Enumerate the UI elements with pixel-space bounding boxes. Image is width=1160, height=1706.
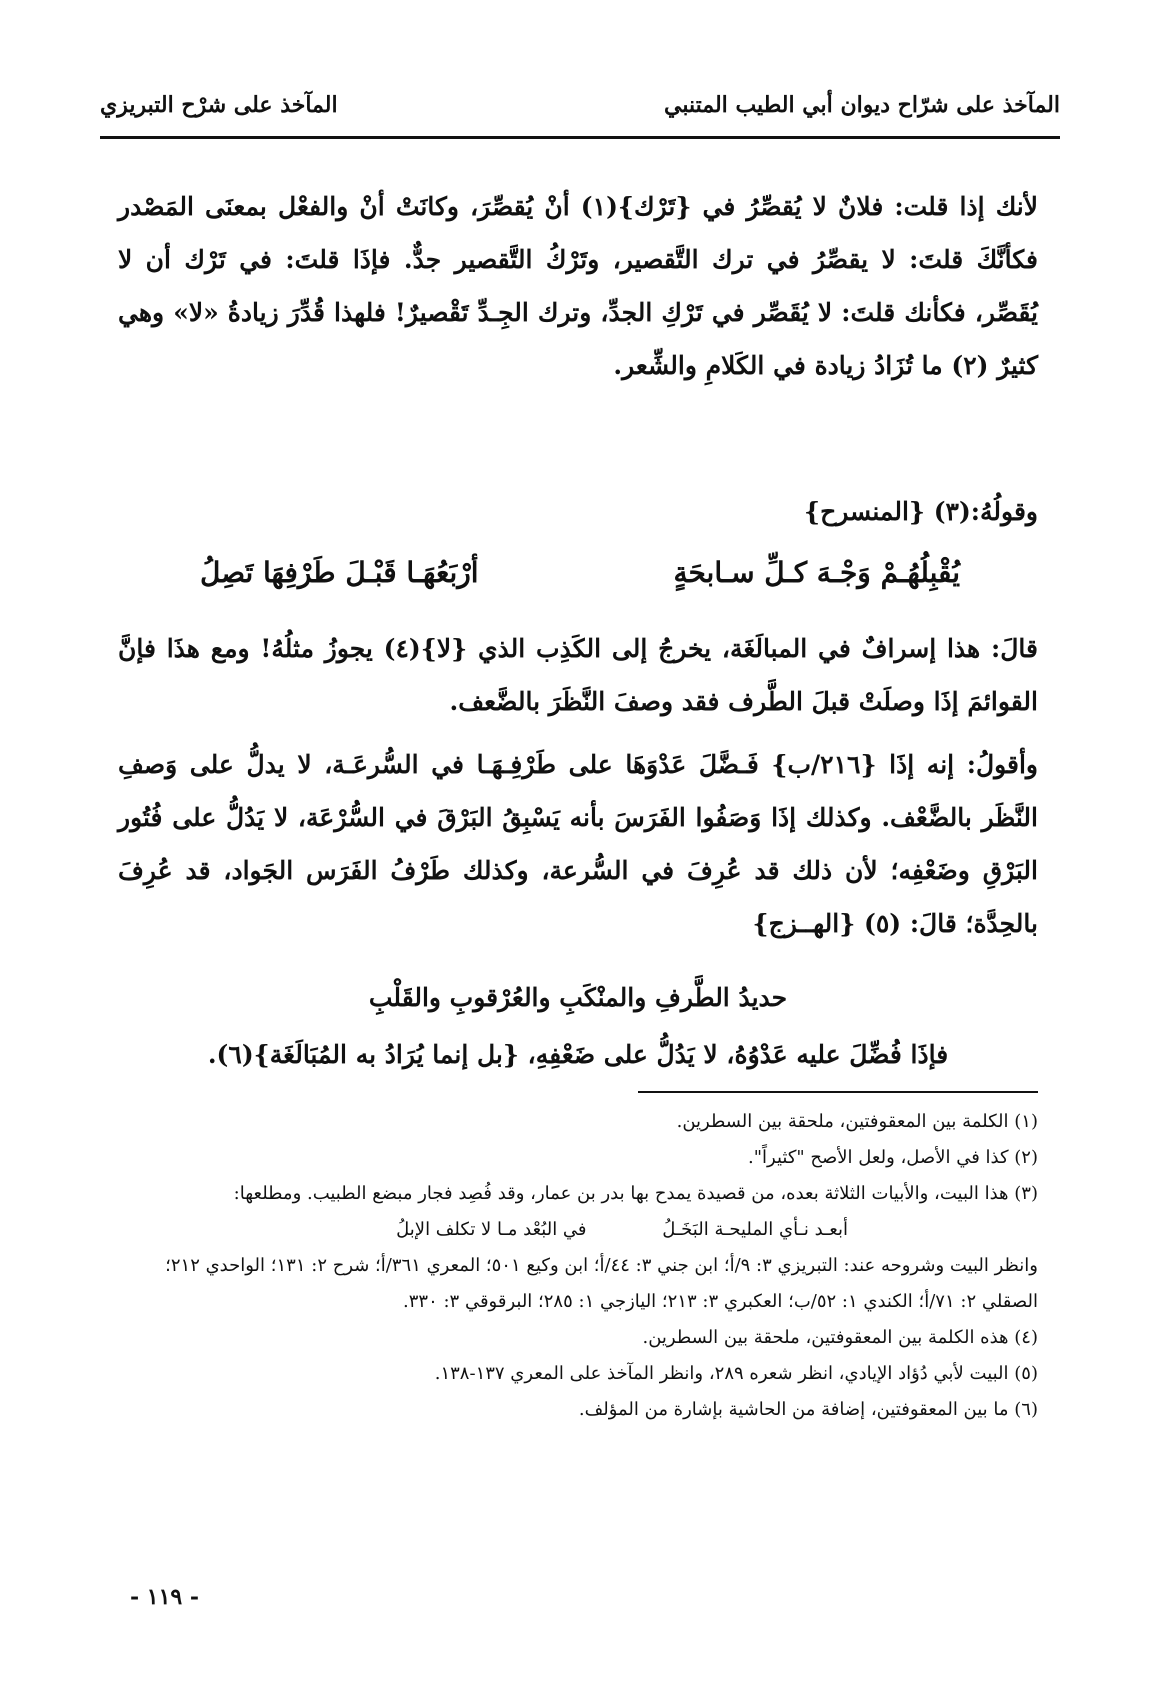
poem-intro: وقولُهُ:(٣) {المنسرح} (804, 497, 1038, 526)
verse-hemistich-2: أرْبَعُهَـا قَبْـلَ طَرْفِهَا تَصِلُ (200, 556, 479, 589)
closing-line: فإذَا فُضِّلَ عليه عَدْوُهُ، لا يَدُلُّ على ضَعْفِهِ، {بل إنما يُرَادُ به المُبَالَغَة}(٦). (207, 1040, 949, 1069)
footnotes (118, 1104, 1038, 1428)
header-rule (100, 136, 1060, 139)
poem-verse (200, 556, 960, 608)
book-title: المآخذ على شرّاح ديوان أبي الطيب المتنبي (664, 92, 1060, 118)
footnote-2: (٢) كذا في الأصل، ولعل الأصح "كثيراً". (748, 1147, 1038, 1168)
qal-paragraph: قالَ: هذا إسرافٌ في المبالَغَة، يخرجُ إلى الكَذِب الذي {لا}(٤) يجوزُ مثلُهُ! ومع هذَا فإنَّ القوائمَ إذَا وصلَتْ قبلَ الطَّرف فقد وصفَ النَّظَرَ بالضَّعف. (118, 634, 1039, 716)
aqul-paragraph: وأقولُ: إنه إذَا {٢١٦/ب} فَـضَّلَ عَدْوَهَا على طَرْفِـهَـا في السُّرعَـة، لا يدلُّ على وَصفِ النَّظَر بالضَّعْف. وكذلك إذَا وَصَفُوا الفَرَسَ بأنه يَسْبِقُ البَرْقَ في السُّرْعَة، لا يَدُلُّ على فُتُور البَرْقِ وضَعْفِه؛ لأن ذلك قد عُرِفَ في السُّرعة، وكذلك طَرْفُ الفَرَس الجَواد، قد عُرِفَ بالحِدَّة؛ قالَ: (٥) {الهــزج} (118, 750, 1038, 938)
footnote-3-sources: وانظر البيت وشروحه عند: التبريزي ٣: ٩/أ؛ ابن جني ٣: ٤٤/أ؛ ابن وكيع ٥٠١؛ المعري ٣٦١/أ؛ شرح ٢: ١٣١؛ الواحدي ٢١٢؛ الصقلي ٢: ٧١/أ؛ الكندي ١: ٥٢/ب؛ العكبري ٣: ٢١٣؛ اليازجي ١: ٢٨٥؛ البرقوقي ٣: ٣٣٠. (165, 1255, 1038, 1312)
footnote-rule (638, 1091, 1038, 1093)
quoted-verse: حديدُ الطَّرفِ والمنْكَبِ والعُرْقوبِ والقَلْبِ (368, 983, 788, 1012)
footnote-3-verse-1: أبعـد نـأي المليحـة البَخَـلُ (662, 1219, 848, 1240)
page-number: - ١١٩ - (130, 1584, 200, 1610)
footnote-3-verse-2: في البُعْد مـا لا تكلف الإبلُ (396, 1219, 587, 1240)
verse-hemistich-1: يُقْبِلُهُـمْ وَجْـهَ كـلِّ سـابحَةٍ (673, 556, 960, 589)
footnote-5: (٥) البيت لأبي دُؤاد الإيادي، انظر شعره ٢٨٩، وانظر المآخذ على المعري ١٣٧-١٣٨. (434, 1363, 1038, 1384)
footnote-4: (٤) هذه الكلمة بين المعقوفتين، ملحقة بين السطرين. (642, 1327, 1038, 1348)
footnote-3: (٣) هذا البيت، والأبيات الثلاثة بعده، من قصيدة يمدح بها بدر بن عمار، وقد فُصِد فجار مبضع الطبيب. ومطلعها: (233, 1183, 1038, 1204)
footnote-6: (٦) ما بين المعقوفتين، إضافة من الحاشية بإشارة من المؤلف. (578, 1399, 1038, 1420)
footnote-1: (١) الكلمة بين المعقوفتين، ملحقة بين السطرين. (676, 1111, 1038, 1132)
footnote-3-verse (118, 1212, 1038, 1248)
running-header (100, 92, 1060, 132)
section-title: المآخذ على شرْح التبريزي (100, 92, 338, 118)
intro-paragraph: لأنك إذا قلت: فلانٌ لا يُقصِّرُ في {تَرْك}(١) أنْ يُقصِّرَ، وكانَتْ أنْ والفعْل بمعنَى المَصْدر فكأنَّكَ قلتَ: لا يقصِّرُ في ترك التَّقصير، وتَرْكُ التَّقصير جدٌّ. فإذَا قلتَ: في تَرْك أن لا يُقَصِّر، فكأنك قلتَ: لا يُقَصِّر في تَرْكِ الجدِّ، وترك الجِـدِّ تَقْصيرٌ! فلهذا قُدِّرَ زيادةُ «لا» وهي كثيرٌ (٢) ما تُزَادُ زيادة في الكَلامِ والشِّعر. (118, 192, 1038, 380)
